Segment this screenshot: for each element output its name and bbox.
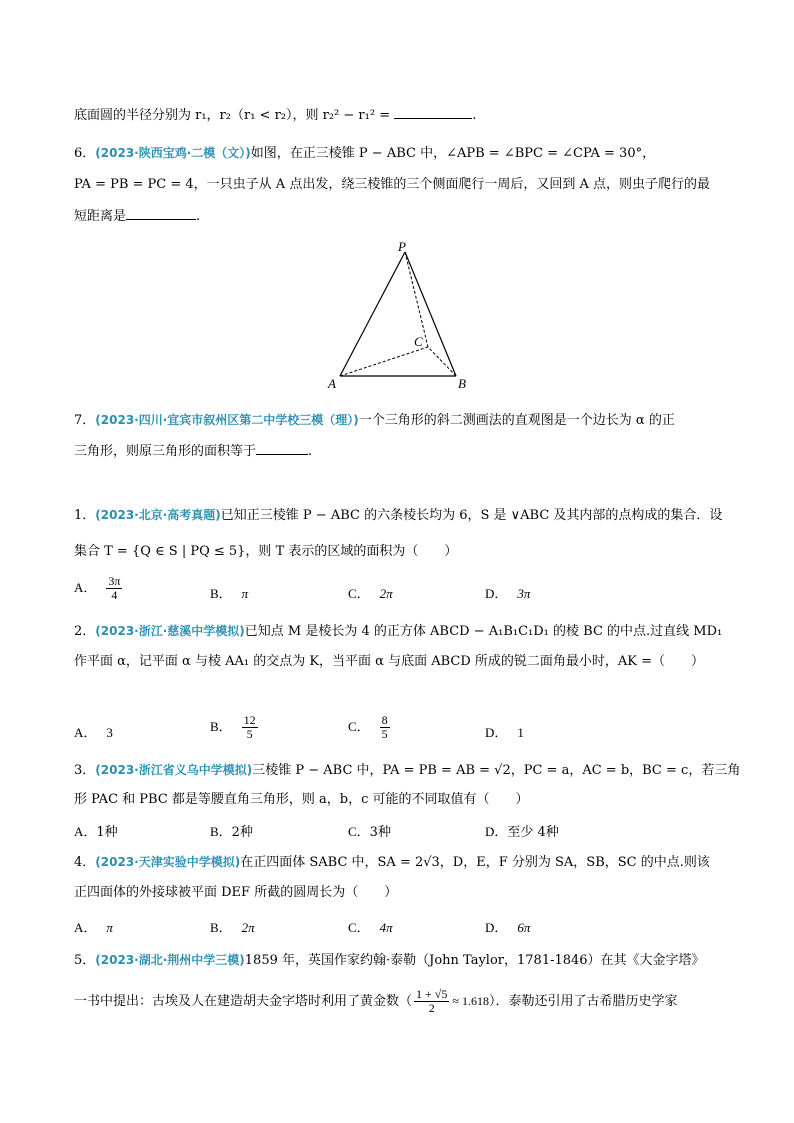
option-a[interactable]: A． π	[74, 920, 113, 935]
question-7-line-2: 三角形，则原三角形的面积等于 .	[74, 444, 313, 459]
problem-5-line-1	[74, 950, 724, 971]
question-text: ）．泰勒还引用了古希腊历史学家	[488, 994, 678, 1009]
question-source: (2023·北京·高考真题)	[95, 508, 221, 522]
question-text: PA = PB = PC = 4，一只虫子从 A 点出发，绕三棱锥的三个侧面爬行一周后，又回到 A 点，则虫子爬行的最	[74, 177, 710, 192]
vertex-label-C: C	[414, 334, 423, 349]
question-text: 作平面 α，记平面 α 与棱 AA₁ 的交点为 K，当平面 α 与底面 ABCD 所成的锐二面角最小时，AK =（ ）	[74, 654, 705, 669]
question-source: (2023·浙江·慈溪中学模拟)	[95, 624, 245, 638]
question-text: 已知正三棱锥 P − ABC 的六条棱长均为 6，S 是 ∨ABC 及其内部的点构成的集合．设	[220, 508, 723, 523]
vertex-label-A: A	[328, 376, 336, 391]
edge-PA	[340, 252, 405, 376]
question-source: (2023·四川·宜宾市叙州区第二中学校三模（理）)	[95, 413, 359, 427]
problem-3-line-2	[74, 790, 724, 810]
question-text: 一个三角形的斜二测画法的直观图是一个边长为 α 的正	[358, 413, 675, 428]
problem-4-options	[74, 917, 734, 941]
option-c[interactable]: C．3种	[348, 824, 391, 840]
question-text: 正四面体的外接球被平面 DEF 所截的圆周长为（ ）	[74, 885, 398, 900]
option-a[interactable]: A．1种	[74, 824, 118, 840]
option-b[interactable]: B．2种	[210, 824, 253, 840]
question-7-line-1	[74, 410, 724, 431]
problem-5-line-2: 一书中提出：古埃及人在建造胡夫金字塔时利用了黄金数（ $\frac{1 + √5}{2}$ ≈ 1.618）．泰勒还引用了古希腊历史学家	[74, 987, 678, 1015]
question-number: 3．	[74, 763, 96, 778]
answer-blank	[256, 442, 308, 455]
fraction: $\frac{8}{5}$	[381, 713, 388, 741]
option-d[interactable]: D． 3π	[485, 586, 531, 601]
edge-BC	[428, 347, 456, 376]
option-b[interactable]: B． $\frac{12}{5}$	[210, 713, 256, 741]
question-number: 4．	[74, 855, 96, 870]
question-source: (2023·湖北·荆州中学三模)	[95, 953, 245, 967]
problem-4-line-1	[74, 852, 724, 873]
option-b[interactable]: B． π	[210, 586, 249, 601]
vertex-label-P: P	[398, 239, 406, 254]
question-number: 5．	[74, 953, 96, 968]
option-b[interactable]: B． 2π	[210, 920, 255, 935]
question-text: 三角形，则原三角形的面积等于	[74, 444, 257, 459]
question-number: 6．	[74, 146, 96, 161]
fraction: $\frac{12}{5}$	[243, 713, 256, 741]
option-a[interactable]: A． $\frac{3\pi}{4}$	[74, 574, 121, 602]
edge-PB	[405, 252, 456, 376]
question-text: 短距离是	[74, 209, 127, 224]
golden-ratio-fraction: $\frac{1 + √5}{2}$	[416, 987, 448, 1015]
problem-2-line-1	[74, 621, 724, 642]
option-c[interactable]: C． 2π	[348, 586, 393, 601]
prev-question-tail: 底面圆的半径分别为 r₁，r₂（r₁ < r₂），则 r₂² − r₁² = .	[74, 108, 477, 123]
question-number: 1．	[74, 508, 96, 523]
question-number: 7．	[74, 413, 96, 428]
prev-question-text: 底面圆的半径分别为 r₁，r₂（r₁ < r₂），则 r₂² − r₁² =	[74, 108, 395, 123]
question-text: 集合 T = {Q ∈ S | PQ ≤ 5}，则 T 表示的区域的面积为（ ）	[74, 544, 458, 559]
vertex-label-B: B	[458, 376, 466, 391]
question-text: 如图，在正三棱锥 P − ABC 中，∠APB = ∠BPC = ∠CPA = 30°，	[250, 146, 656, 161]
problem-1-options	[74, 575, 734, 609]
problem-3-options	[74, 821, 734, 845]
question-text: 在正四面体 SABC 中，SA = 2√3，D，E，F 分别为 SA，SB，SC 的中点.则该	[240, 855, 710, 870]
problem-1-line-1	[74, 505, 724, 526]
option-d[interactable]: D．至少 4种	[485, 824, 559, 840]
question-text: 形 PAC 和 PBC 都是等腰直角三角形，则 a，b，c 可能的不同取值有（ ）	[74, 792, 529, 807]
problem-4-line-2	[74, 883, 724, 903]
option-d[interactable]: D． 6π	[485, 920, 531, 935]
question-source: (2023·浙江省义乌中学模拟)	[95, 763, 253, 777]
option-c[interactable]: C． 4π	[348, 920, 393, 935]
fraction: $\frac{3\pi}{4}$	[108, 574, 121, 602]
question-text: 已知点 M 是棱长为 4 的正方体 ABCD − A₁B₁C₁D₁ 的棱 BC 的中点.过直线 MD₁	[244, 624, 723, 639]
problem-1-line-2	[74, 542, 724, 562]
question-6-line-3: 短距离是 .	[74, 209, 201, 224]
question-text: 1859 年，英国作家约翰·泰勒（John Taylor，1781-1846）在其《大金字塔》	[244, 953, 705, 968]
question-text: 三棱锥 P − ABC 中，PA = PB = AB = √2，PC = a，AC = b，BC = c，若三角	[252, 763, 741, 778]
option-d[interactable]: D． 1	[485, 725, 524, 740]
problem-2-line-2	[74, 652, 724, 672]
option-c[interactable]: C． $\frac{8}{5}$	[348, 713, 388, 741]
problem-2-options	[74, 714, 734, 748]
question-text: 一书中提出：古埃及人在建造胡夫金字塔时利用了黄金数（	[74, 994, 413, 1009]
problem-3-line-1	[74, 760, 741, 781]
question-source: (2023·陕西宝鸡·二模（文）)	[95, 146, 251, 160]
question-source: (2023·天津实验中学模拟)	[95, 855, 241, 869]
question-number: 2．	[74, 624, 96, 639]
option-a[interactable]: A． 3	[74, 725, 113, 740]
